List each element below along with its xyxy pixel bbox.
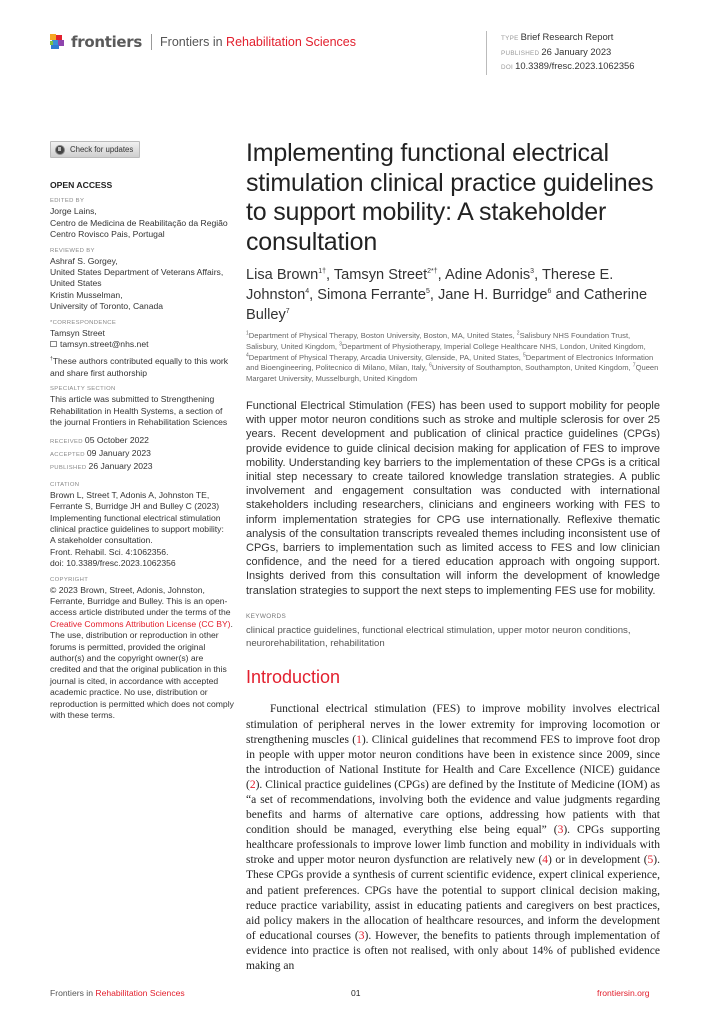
accepted-date: ACCEPTED 09 January 2023 xyxy=(50,447,151,458)
author-separator: , xyxy=(429,287,438,303)
abstract: Functional Electrical Stimulation (FES) has been used to support mobility for people with upper motor neuron conditions such as stroke and multiple sclerosis for over 25 years. Recent development and publication of clinical practice guidelines (CPGs) provide evidence to guide clinical decision making for application of FES to improve mobility. Understanding key barriers to the implementation of these CPGs is a critical initial step necessary to create tailored knowledge translation strategies. A public involvement and engagement consultation was conducted with international stakeholders including researchers, clinicians and engineers working with FES to inform implementation strategies for CPG use internationally. Reflexive thematic analysis of the consultation transcripts revealed themes including inconsistent use of CPGs, barriers to implementation such as limited access to FES and low clinician confidence, and the need for a tiered education approach with ongoing support. Insights derived from this consultation will inform the development of knowledge translation strategies to support the next steps to implementing FES use for mobility. xyxy=(246,399,660,597)
journal-prefix: Frontiers in xyxy=(160,35,223,49)
article-published: PUBLISHED 26 January 2023 xyxy=(501,45,612,57)
article-type: TYPE Brief Research Report xyxy=(501,31,614,42)
page-number: 01 xyxy=(351,988,361,998)
equal-contribution-note: †These authors contributed equally to this work and share first authorship xyxy=(50,356,229,378)
author-name[interactable]: Adine Adonis xyxy=(444,267,531,283)
body-text: ). These CPGs provide a synthesis of current scientific evidence, expert clinical experience, and patient preferences. CPGs have the potential to support clinical decision making, reduce practice variability, assist in educating patients and caregivers on best practices, aid policy makers in the allocation of healthcare resources, and inform the development of educational courses ( xyxy=(246,854,660,942)
author-name[interactable]: Therese E. Johnston xyxy=(246,267,614,303)
journal-name[interactable] xyxy=(160,35,356,49)
article-doi[interactable]: DOI 10.3389/fresc.2023.1062356 xyxy=(501,60,635,71)
article-main xyxy=(246,139,660,974)
affiliation-text: Queen Margaret University, Musselburgh, United Kingdom xyxy=(246,363,659,384)
author-affiliation-mark: 1† xyxy=(318,268,326,276)
affiliation-mark: 7 xyxy=(632,362,636,369)
introduction-heading: Introduction xyxy=(246,667,341,688)
introduction-body xyxy=(246,702,660,974)
author-name[interactable]: Simona Ferrante xyxy=(317,287,426,303)
author-separator: , xyxy=(534,267,542,283)
body-text: ). Clinical guidelines that recommend FES to improve foot drop in people with upper motor neuron conditions have been in existence since 2009, since the introduction of National Institute for Health and Care Excellence (NICE) guidance ( xyxy=(246,733,660,791)
reference-link[interactable]: 2 xyxy=(249,778,256,791)
affiliation-mark: 3 xyxy=(339,341,342,348)
author-name[interactable]: Catherine Bulley xyxy=(246,287,648,323)
author-separator: , xyxy=(326,267,334,283)
edited-by-label: EDITED BY xyxy=(50,198,85,205)
article-dates xyxy=(50,435,236,475)
frontiers-logo-icon xyxy=(50,34,66,50)
affiliation-text: Salisbury NHS Foundation Trust, Salisbury, United Kingdom, xyxy=(246,331,631,351)
correspondence-name: Tamsyn Street xyxy=(50,327,105,338)
citation-label: CITATION xyxy=(50,481,80,488)
author-name[interactable]: Lisa Brown xyxy=(246,267,319,283)
reviewed-by-label: REVIEWED BY xyxy=(50,247,95,254)
keywords: clinical practice guidelines, functional electrical stimulation, upper motor neuron conditions, neurorehabilitation, rehabilitation xyxy=(246,624,631,650)
author-affiliation-mark: 3 xyxy=(530,268,535,276)
logo-divider xyxy=(151,34,152,50)
author-name[interactable]: Jane H. Burridge xyxy=(437,287,548,303)
author-affiliation-mark: 4 xyxy=(305,288,310,296)
affiliation-mark: 4 xyxy=(246,352,249,359)
author-affiliation-mark: 2*† xyxy=(427,268,438,276)
check-for-updates-label: Check for updates xyxy=(70,144,134,154)
reference-link[interactable]: 3 xyxy=(557,824,564,837)
body-text: ). Clinical practice guidelines (CPGs) are defined by the Institute of Medicine (IOM) as “a set of recommendations, involving both the evidence and value judgments regarding benefits and harms of alternative care options, addressing how patients with that condition should be managed, everything else being equal” ( xyxy=(246,778,660,837)
received-date: RECEIVED 05 October 2022 xyxy=(50,434,149,445)
sidebar xyxy=(50,141,236,721)
bookmark-icon xyxy=(55,145,65,155)
editor-info: Jorge Lains, Centro de Medicina de Reabilitação da Região Centro Rovisco Pais, Portugal xyxy=(50,206,228,240)
affiliation-text: University of Southampton, Southampton, United Kingdom, xyxy=(431,363,633,373)
author-separator: and xyxy=(551,287,584,303)
reference-link[interactable]: 5 xyxy=(647,854,654,867)
reviewer-info: Ashraf S. Gorgey, United States Department of Veterans Affairs, United States Kristin Musselman, University of Toronto, Canada xyxy=(50,255,224,312)
published-date: PUBLISHED 26 January 2023 xyxy=(50,461,153,472)
reference-link[interactable]: 3 xyxy=(358,929,365,942)
journal-title: Rehabilitation Sciences xyxy=(226,35,356,49)
body-text: ). CPGs supporting healthcare professionals to improve lower limb function and mobility in individuals with stroke and upper motor neuron dysfunction are relatively new ( xyxy=(246,824,660,867)
frontiers-logo[interactable] xyxy=(50,32,356,52)
author-affiliation-mark: 5 xyxy=(425,288,430,296)
open-access-heading: OPEN ACCESS xyxy=(50,180,113,190)
body-text: ) or in development ( xyxy=(548,854,648,867)
author-list xyxy=(246,265,660,325)
body-text: Functional electrical stimulation (FES) to improve mobility involves electrical stimulation of peripheral nerves in the lower extremity for improving locomotion or strengthening muscles ( xyxy=(246,703,660,746)
affiliation-mark: 1 xyxy=(246,330,249,337)
affiliation-text: Department of Physical Therapy, Boston University, Boston, MA, United States, xyxy=(248,331,517,340)
affiliation-mark: 5 xyxy=(522,352,526,359)
author-affiliation-mark: 7 xyxy=(285,308,290,316)
affiliation-mark: 2 xyxy=(516,330,520,337)
keywords-label: KEYWORDS xyxy=(246,612,287,620)
author-affiliation-mark: 6 xyxy=(547,288,552,296)
author-separator: , xyxy=(437,267,445,283)
reference-link[interactable]: 1 xyxy=(356,733,362,746)
cc-by-license-link[interactable]: Creative Commons Attribution License (CC BY) xyxy=(50,618,231,629)
citation-text: Brown L, Street T, Adonis A, Johnston TE, Ferrante S, Burridge JH and Bulley C (2023) Implementing functional electrical stimulation clinical practice guidelines to support mobility: A stakeholder consultation. Front. Rehabil. Sci. 4:1062356. doi: 10.3389/fresc.2023.1062356 xyxy=(50,489,224,569)
mail-icon xyxy=(50,341,57,347)
article-meta xyxy=(486,31,634,75)
author-separator: , xyxy=(309,287,318,303)
affiliation-mark: 6 xyxy=(429,362,432,369)
reference-link[interactable]: 4 xyxy=(542,854,549,867)
author-name[interactable]: Tamsyn Street xyxy=(333,267,428,283)
copyright-text: © 2023 Brown, Street, Adonis, Johnston, Ferrante, Burridge and Bulley. This is an open-access article distributed under the terms of the Creative Commons Attribution License (CC BY). The use, distribution or reproduction in other forums is permitted, provided the original author(s) and the copyright owner(s) are credited and that the original publication in this journal is cited, in accordance with accepted academic practice. No use, distribution or reproduction is permitted which does not comply with these terms. xyxy=(50,584,234,721)
copyright-label: COPYRIGHT xyxy=(50,576,89,583)
body-text: ). However, the benefits to patients through implementation of evidence into practice is often not realised, with only about 14% of published evidence making an xyxy=(246,929,660,973)
affiliation-text: Department of Physical Therapy, Arcadia University, Glenside, PA, United States, xyxy=(248,352,523,362)
article-title: Implementing functional electrical stimulation clinical practice guidelines to support mobility: A stakeholder consultation xyxy=(246,139,654,256)
specialty-section-label: SPECIALTY SECTION xyxy=(50,386,116,393)
correspondence-email[interactable]: tamsyn.street@nhs.net xyxy=(50,339,236,350)
logo-wordmark: frontiers xyxy=(71,33,143,51)
specialty-section-text: This article was submitted to Strengthening Rehabilitation in Health Systems, a section of the journal Frontiers in Rehabilitation Sciences xyxy=(50,394,228,428)
affiliations xyxy=(246,331,660,385)
affiliation-text: Department of Physiotherapy, Imperial College Healthcare NHS, London, United Kingdom, xyxy=(341,341,646,351)
footer-site-link[interactable]: frontiersin.org xyxy=(597,988,650,998)
check-for-updates-button[interactable] xyxy=(50,141,140,158)
footer-journal[interactable]: Frontiers in Rehabilitation Sciences xyxy=(50,988,185,998)
affiliation-text: Department of Electronics Information and Bioengineering, Politecnico di Milano, Milan, Italy, xyxy=(246,352,654,373)
correspondence-label: *CORRESPONDENCE xyxy=(50,319,117,326)
